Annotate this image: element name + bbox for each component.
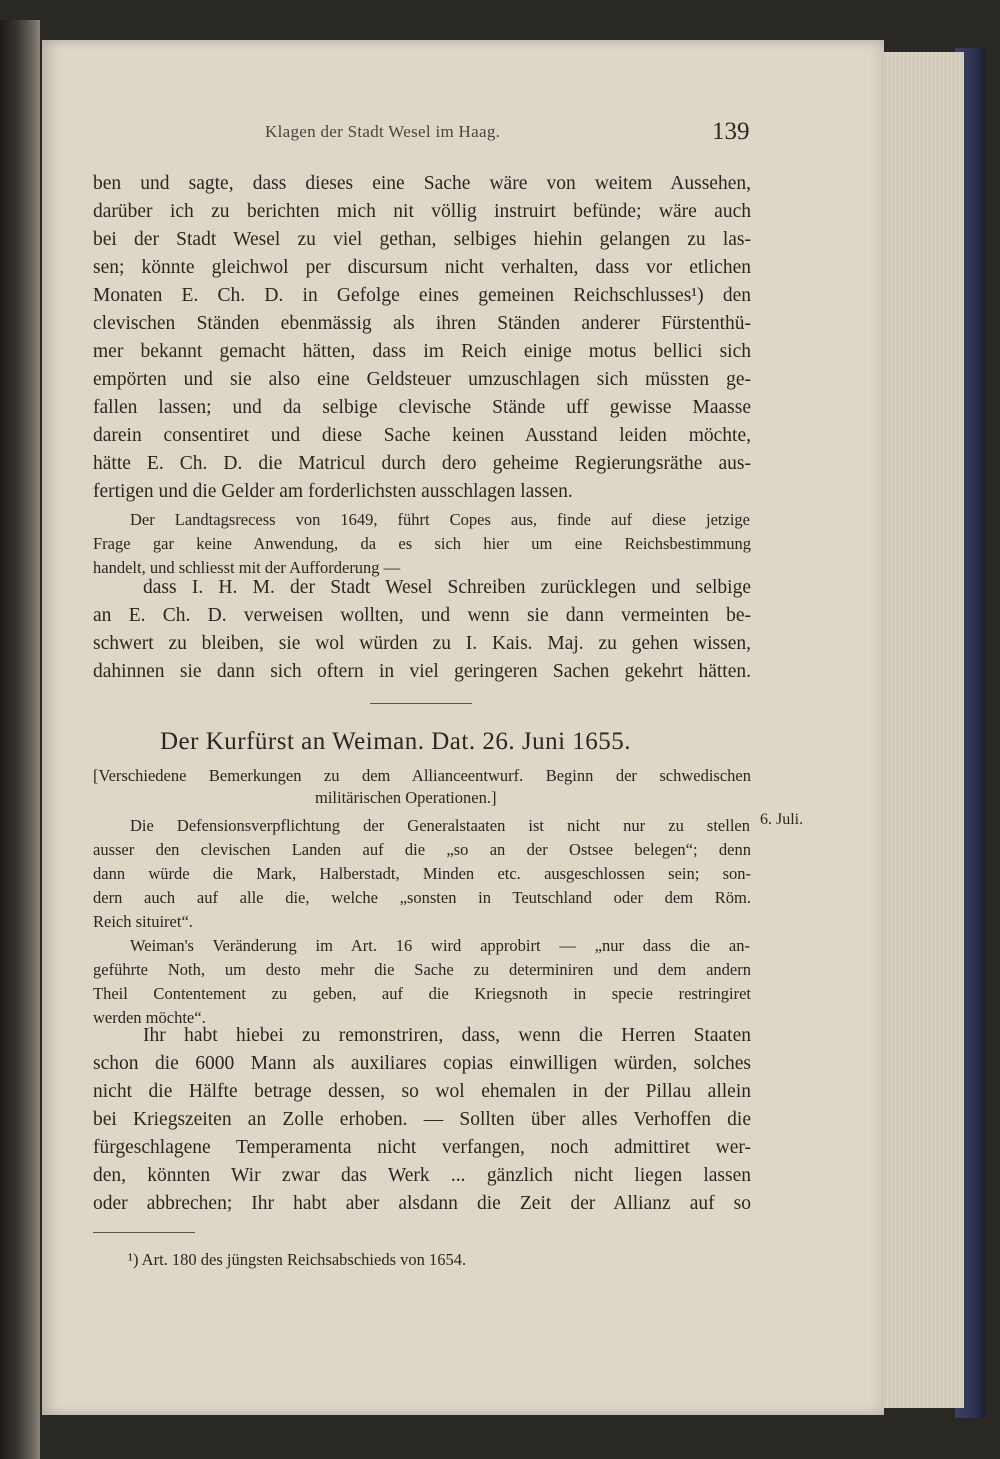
text-line: fertigen und die Gelder am forderlichsten ausschlagen lassen. — [93, 481, 573, 502]
small-text-line: Die Defensionsverpflichtung der Generalstaaten ist nicht nur zu stellen — [130, 816, 750, 835]
page-stack-edge — [872, 52, 964, 1408]
section-divider — [370, 703, 472, 704]
margin-date: 6. Juli. — [760, 811, 804, 828]
text-line: ben und sagte, dass dieses eine Sache wäre von weitem Aussehen, — [93, 173, 751, 194]
text-line: oder abbrechen; Ihr habt aber alsdann die Zeit der Allianz auf so — [93, 1193, 751, 1214]
text-line: den, könnten Wir zwar das Werk ... gänzlich nicht liegen lassen — [93, 1165, 751, 1186]
text-line: bei der Stadt Wesel zu viel gethan, selbiges hiehin gelangen zu las- — [93, 229, 751, 250]
text-line: mer bekannt gemacht hätten, dass im Reich einige motus bellici sich — [93, 341, 751, 362]
summary-line: [Verschiedene Bemerkungen zu dem Allianceentwurf. Beginn der schwedischen — [93, 766, 751, 785]
small-text-line: Reich situiret“. — [93, 912, 193, 931]
text-line: an E. Ch. D. verweisen wollten, und wenn sie dann vermeinten be- — [93, 605, 751, 626]
text-line: hätte E. Ch. D. die Matricul durch dero geheime Regierungsräthe aus- — [93, 453, 751, 474]
footnote-divider — [93, 1232, 195, 1233]
text-line: Ihr habt hiebei zu remonstriren, dass, wenn die Herren Staaten — [143, 1025, 751, 1046]
section-title: Der Kurfürst an Weiman. Dat. 26. Juni 1655. — [160, 728, 632, 755]
small-text-line: Theil Contentement zu geben, auf die Kriegsnoth in specie restringiret — [93, 984, 751, 1003]
text-line: dass I. H. M. der Stadt Wesel Schreiben zurücklegen und selbige — [143, 577, 751, 598]
small-text-line: geführte Noth, um desto mehr die Sache zu determiniren und dem andern — [93, 960, 751, 979]
text-line: fürgeschlagene Temperamenta nicht verfangen, noch admittiret wer- — [93, 1137, 751, 1158]
text-line: clevischen Ständen ebenmässig als ihren Ständen anderer Fürstenthü- — [93, 313, 751, 334]
text-line: nicht die Hälfte betrage dessen, so wol ehemalen in der Pillau allein — [93, 1081, 751, 1102]
note-line: Der Landtagsrecess von 1649, führt Copes aus, finde auf diese jetzige — [130, 510, 750, 529]
text-line: sen; könnte gleichwol per discursum nicht verhalten, dass vor etlichen — [93, 257, 751, 278]
small-text-line: Weiman's Veränderung im Art. 16 wird approbirt — „nur dass die an- — [130, 936, 750, 955]
small-text-line: ausser den clevischen Landen auf die „so an der Ostsee belegen“; denn — [93, 840, 751, 859]
small-text-line: dann würde die Mark, Halberstadt, Minden etc. ausgeschlossen sein; son- — [93, 864, 751, 883]
footnote — [128, 1250, 466, 1270]
text-line: schon die 6000 Mann als auxiliares copias einwilligen würden, solches — [93, 1053, 751, 1074]
text-line: bei Kriegszeiten an Zolle erhoben. — Sollten über alles Verhoffen die — [93, 1109, 751, 1130]
text-line: Monaten E. Ch. D. in Gefolge eines gemeinen Reichschlusses¹) den — [93, 285, 751, 306]
running-head: Klagen der Stadt Wesel im Haag. — [265, 122, 501, 141]
note-line: handelt, und schliesst mit der Aufforderung — — [93, 558, 401, 577]
small-text-line: dern auch auf alle die, welche „sonsten in Teutschland oder dem Röm. — [93, 888, 751, 907]
text-line: fallen lassen; und da selbige clevische Stände uff gewisse Maasse — [93, 397, 751, 418]
footnote-text: Art. 180 des jüngsten Reichsabschieds von 1654. — [141, 1250, 467, 1269]
note-line: Frage gar keine Anwendung, da es sich hier um eine Reichsbestimmung — [93, 534, 751, 553]
text-line: dahinnen sie dann sich oftern in viel geringeren Sachen gekehrt hätten. — [93, 661, 751, 682]
page-number: 139 — [712, 118, 750, 145]
text-line: schwert zu bleiben, sie wol würden zu I. Kais. Maj. zu gehen wissen, — [93, 633, 751, 654]
footnote-marker: ¹) — [128, 1250, 139, 1269]
scan-left-edge — [0, 20, 40, 1459]
text-line: empörten und sie also eine Geldsteuer umzuschlagen sich müssten ge- — [93, 369, 751, 390]
small-text-line: werden möchte“. — [93, 1008, 206, 1027]
text-line: darein consentiret und diese Sache keinen Ausstand leiden möchte, — [93, 425, 751, 446]
text-line: darüber ich zu berichten mich nit völlig instruirt befünde; wäre auch — [93, 201, 751, 222]
summary-line: militärischen Operationen.] — [315, 788, 497, 807]
